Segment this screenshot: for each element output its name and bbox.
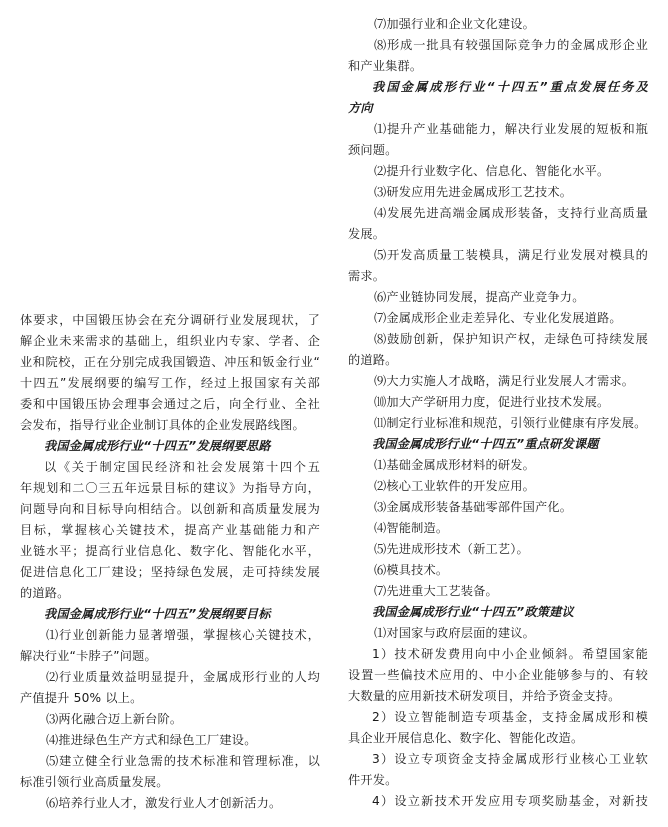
section-heading-line: 我国金属成形行业“十四五”重点研发课题 — [372, 437, 599, 451]
list-item-line: ⑶金属成形装备基础零部件国产化。 — [374, 500, 573, 514]
paragraph-line: 解决行业“卡脖子”问题。 — [20, 649, 157, 663]
list-item-line: ⑸建立健全行业急需的技术标准和管理标准，以 — [46, 754, 320, 768]
paragraph-line: 设置一些偏技术应用的、中小企业能够参与的、有较 — [348, 668, 648, 682]
paragraph-line: 1）技术研发费用向中小企业倾斜。希望国家能 — [372, 647, 648, 661]
paragraph-line: 的道路。 — [20, 586, 70, 600]
list-item-line: ⑶两化融合迈上新台阶。 — [46, 712, 183, 726]
paragraph-line: 促进信息化工厂建设；坚持绿色发展，走可持续发展 — [20, 565, 320, 579]
paragraph-line: 2）设立智能制造专项基金，支持金属成形和模 — [372, 710, 648, 724]
section-heading-line: 我国金属成形行业“十四五”发展纲要思路 — [44, 439, 271, 453]
paragraph-line: 需求。 — [348, 269, 386, 283]
paragraph-line: 产值提升 50% 以上。 — [20, 691, 143, 705]
paragraph-line: 4）设立新技术开发应用专项奖励基金，对新技 — [372, 794, 648, 808]
list-item-line: ⑻鼓励创新，保护知识产权，走绿色可持续发展 — [374, 332, 648, 346]
list-item-line: ⑹模具技术。 — [374, 563, 449, 577]
paragraph-line: 会发布，指导行业企业制订具体的企业发展路线图。 — [20, 418, 305, 432]
list-item-line: ⑴对国家与政府层面的建议。 — [374, 626, 536, 640]
paragraph-line: 问题导向和目标导向相结合。以创新和高质量发展为 — [20, 502, 320, 516]
list-item-line: ⑹产业链协同发展，提高产业竞争力。 — [374, 290, 585, 304]
list-item-line: ⑸先进成形技术（新工艺）。 — [374, 542, 529, 556]
paragraph-line: 业和院校，正在分别完成我国锻造、冲压和钣金行业“ — [20, 355, 320, 369]
paragraph-line: 大数量的应用新技术研发项目，并给予资金支持。 — [348, 689, 621, 703]
section-heading-line: 我国金属成形行业“十四五”重点发展任务及 — [372, 80, 648, 94]
list-item-line: ⑶研发应用先进金属成形工艺技术。 — [374, 185, 573, 199]
list-item-line: ⑴提升产业基础能力，解决行业发展的短板和瓶 — [374, 122, 648, 136]
list-item-line: ⑷发展先进高端金属成形装备，支持行业高质量 — [374, 206, 648, 220]
paragraph-line: 具企业开展信息化、数字化、智能化改造。 — [348, 731, 584, 745]
list-item-line: ⑹培养行业人才，激发行业人才创新活力。 — [46, 796, 282, 810]
list-item-line: ⑸开发高质量工装模具，满足行业发展对模具的 — [374, 248, 648, 262]
list-item-line: ⑺加强行业和企业文化建设。 — [374, 17, 536, 31]
paragraph-line: 十四五”发展纲要的编写工作，经过上报国家有关部 — [20, 376, 320, 390]
list-item-line: ⑵核心工业软件的开发应用。 — [374, 479, 536, 493]
list-item-line: ⑴基础金属成形材料的研发。 — [374, 458, 536, 472]
section-heading-line: 我国金属成形行业“十四五”政策建议 — [372, 605, 574, 619]
paragraph-line: 颈问题。 — [348, 143, 398, 157]
list-item-line: ⑷智能制造。 — [374, 521, 449, 535]
list-item-line: ⑺金属成形企业走差异化、专业化发展道路。 — [374, 311, 622, 325]
paragraph-line: 3）设立专项资金支持金属成形行业核心工业软 — [372, 752, 648, 766]
list-item-line: ⑼大力实施人才战略，满足行业发展人才需求。 — [374, 374, 635, 388]
paragraph-line: 体要求，中国锻压协会在充分调研行业发展现状，了 — [20, 313, 320, 327]
paragraph-line: 的道路。 — [348, 353, 398, 367]
paragraph-line: 委和中国锻压协会理事会通过之后，向全行业、全社 — [20, 397, 320, 411]
list-item-line: ⑵提升行业数字化、信息化、智能化水平。 — [374, 164, 610, 178]
paragraph-line: 以《关于制定国民经济和社会发展第十四个五 — [44, 460, 320, 474]
paragraph-line: 年规划和二〇三五年远景目标的建议》为指导方向， — [20, 481, 320, 495]
left-column — [20, 310, 320, 814]
paragraph-line: 件开发。 — [348, 773, 398, 787]
paragraph-line: 和产业集群。 — [348, 59, 423, 73]
paragraph-line: 业链水平；提高行业信息化、数字化、智能化水平， — [20, 544, 320, 558]
list-item-line: ⑾制定行业标准和规范，引领行业健康有序发展。 — [374, 416, 647, 430]
list-item-line: ⑽加大产学研用力度，促进行业技术发展。 — [374, 395, 610, 409]
section-heading-line: 方向 — [348, 101, 373, 115]
list-item-line: ⑵行业质量效益明显提升，金属成形行业的人均 — [46, 670, 320, 684]
paragraph-line: 解企业未来需求的基础上，组织业内专家、学者、企 — [20, 334, 320, 348]
list-item-line: ⑺先进重大工艺装备。 — [374, 584, 498, 598]
right-column — [348, 14, 648, 812]
section-heading-line: 我国金属成形行业“十四五”发展纲要目标 — [44, 607, 271, 621]
paragraph-line: 目标，掌握核心关键技术，提高产业基础能力和产 — [20, 523, 320, 537]
paragraph-line: 发展。 — [348, 227, 386, 241]
list-item-line: ⑷推进绿色生产方式和绿色工厂建设。 — [46, 733, 257, 747]
list-item-line: ⑴行业创新能力显著增强，掌握核心关键技术， — [46, 628, 320, 642]
paragraph-line: 标准引领行业高质量发展。 — [20, 775, 169, 789]
list-item-line: ⑻形成一批具有较强国际竞争力的金属成形企业 — [374, 38, 648, 52]
